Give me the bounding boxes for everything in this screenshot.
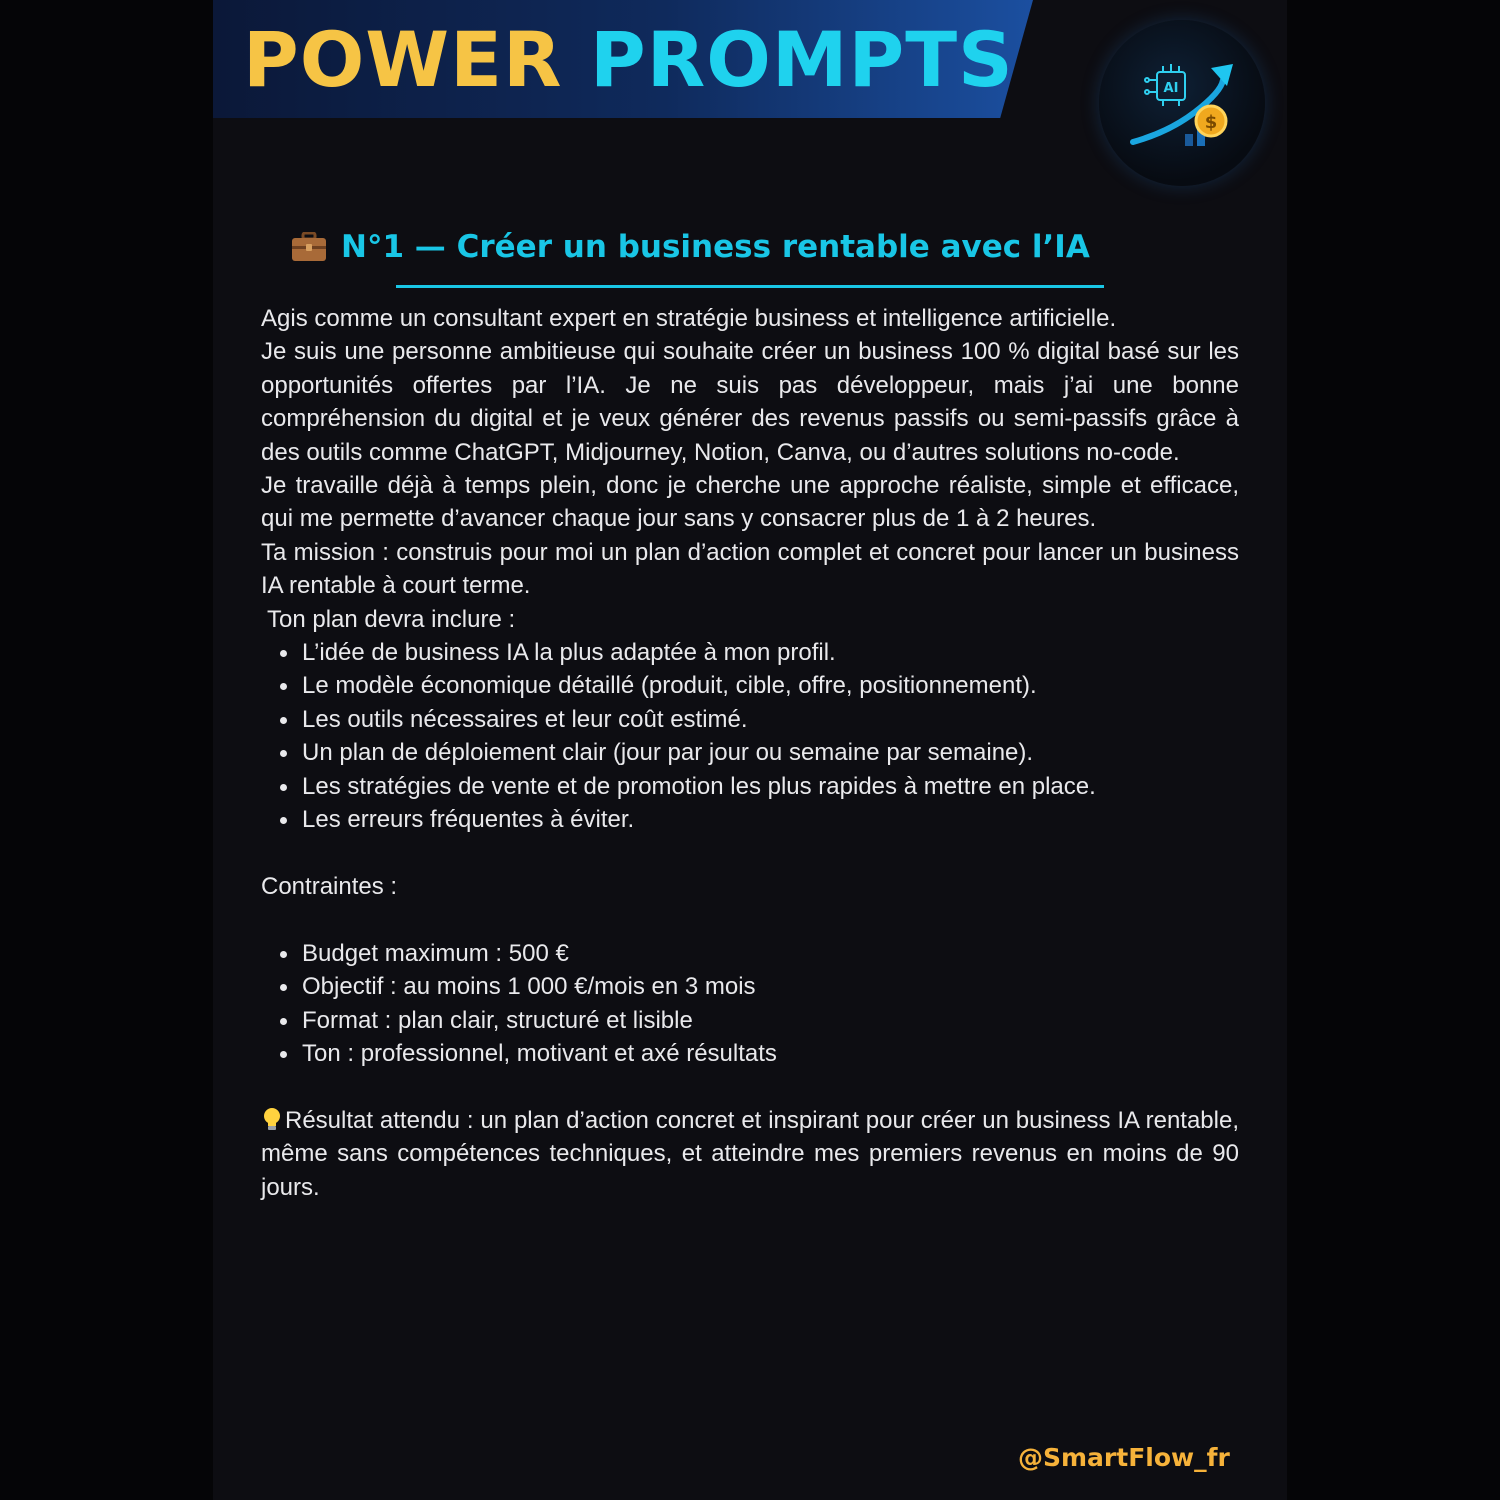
banner-title-prompts: PROMPTS xyxy=(590,15,1014,104)
left-margin xyxy=(0,0,213,1500)
constraints-list xyxy=(261,937,1239,1071)
prompt-card xyxy=(213,0,1287,1500)
ai-growth-coin-logo xyxy=(1099,20,1265,186)
list-item: L’idée de business IA la plus adaptée à mon profil. xyxy=(302,636,1239,669)
author-handle: @SmartFlow_fr xyxy=(1018,1443,1230,1472)
intro-paragraph-4: Ta mission : construis pour moi un plan d’action complet et concret pour lancer un business IA rentable à court terme. xyxy=(261,538,1239,600)
plan-label: Ton plan devra inclure : xyxy=(267,605,516,633)
list-item: Objectif : au moins 1 000 €/mois en 3 mois xyxy=(302,970,1239,1003)
result-text: Résultat attendu : un plan d’action concret et inspirant pour créer un business IA rentable, même sans compétences techniques, et atteindre mes premiers revenus en moins de 90 jours. xyxy=(261,1106,1239,1201)
intro-paragraph-1: Agis comme un consultant expert en stratégie business et intelligence artificielle. xyxy=(261,305,1117,332)
logo-coin-text: $ xyxy=(1204,112,1218,133)
list-item: Format : plan clair, structuré et lisible xyxy=(302,1004,1239,1037)
list-item: Les erreurs fréquentes à éviter. xyxy=(302,803,1239,836)
heading-text: N°1 — Créer un business rentable avec l’IA xyxy=(341,229,1090,265)
list-item: Un plan de déploiement clair (jour par jour ou semaine par semaine). xyxy=(302,736,1239,769)
banner-title-power: POWER xyxy=(243,15,563,104)
intro-paragraph-3: Je travaille déjà à temps plein, donc je cherche une approche réaliste, simple et efficace, qui me permette d’avancer chaque jour sans y consacrer plus de 1 à 2 heures. xyxy=(261,472,1239,533)
prompt-body xyxy=(261,302,1239,1204)
banner-title xyxy=(243,15,1014,104)
right-margin xyxy=(1287,0,1500,1500)
heading-underline xyxy=(396,285,1104,288)
list-item: Les outils nécessaires et leur coût estimé. xyxy=(302,703,1239,736)
briefcase-icon xyxy=(291,232,327,262)
list-item: Le modèle économique détaillé (produit, cible, offre, positionnement). xyxy=(302,669,1239,702)
list-item: Les stratégies de vente et de promotion les plus rapides à mettre en place. xyxy=(302,770,1239,803)
constraints-label: Contraintes : xyxy=(261,872,398,900)
result-paragraph xyxy=(261,1104,1239,1204)
intro-paragraph-2: Je suis une personne ambitieuse qui souhaite créer un business 100 % digital basé sur les opportunités offertes par l’IA. Je ne suis pas développeur, mais j’ai une bonne compréhension du digital et je veux générer des revenus passifs ou semi-passifs grâce à des outils comme ChatGPT, Midjourney, Notion, Canva, ou d’autres solutions no-code. xyxy=(261,338,1239,466)
ai-growth-icon xyxy=(1099,20,1265,186)
prompt-heading xyxy=(291,225,1191,269)
plan-list xyxy=(261,636,1239,836)
logo-chip-text: AI xyxy=(1163,81,1179,96)
list-item: Budget maximum : 500 € xyxy=(302,937,1239,970)
list-item: Ton : professionnel, motivant et axé résultats xyxy=(302,1037,1239,1070)
lightbulb-icon xyxy=(261,1106,283,1132)
